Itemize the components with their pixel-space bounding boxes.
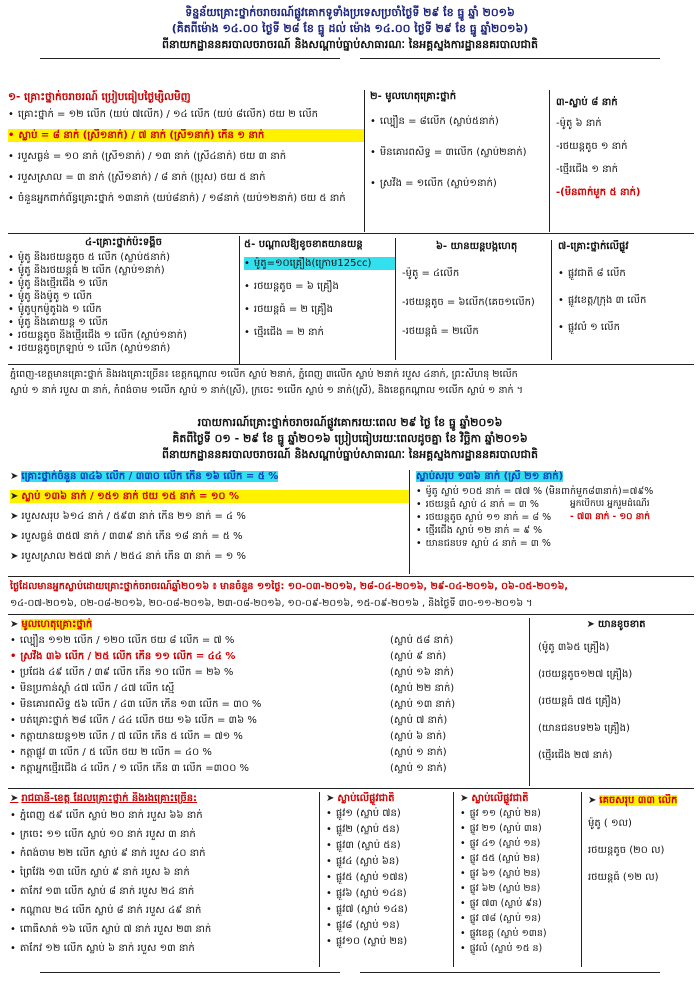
monthly-causes xyxy=(10,618,530,786)
list-item: (រថយន្តធំ ៧៥ គ្រឿង) xyxy=(538,696,622,707)
section-title: ៤-គ្រោះថ្នាក់ប៉ះទង្គិច xyxy=(85,237,162,248)
cause-row: • មិនប្រកាន់ស្តាំ ៤៧ លើក / ៤៧ លើក ស្មើ xyxy=(10,682,390,695)
list-item: -ថ្មើរជើង ១ នាក់ xyxy=(556,164,618,175)
list-item: • ផ្លូវ៣ (ស្លាប់ ៥ន) xyxy=(326,839,453,852)
list-item: • ម៉ូតូ ស្លាប់ ១០៥ នាក់ = ៧៧ % (មិនពាក់មួក៨៣នាក់)=៧៩% xyxy=(416,485,696,498)
list-item: • រថយន្តតូច = ៦ គ្រឿង xyxy=(244,280,395,293)
list-item: • ម៉ូតូ និងថ្មើរជើង ១ លើក xyxy=(8,277,239,290)
list-item: • ម៉ូតូ=១០គ្រឿង(ក្រោម125cc) xyxy=(244,257,395,270)
list-item: • រថយន្តធំ ស្លាប់ ៤ នាក់ = ៣ % xyxy=(416,498,566,511)
cause-row: • កត្តាយានយន្ត១២ លើក / ៧ លើក កើន ៥ លើក = ៧១ % xyxy=(10,730,390,743)
list-item: • ផ្លូវ៤ (ស្លាប់ ៦ន) xyxy=(326,855,453,868)
list-item: • ផ្លូវ៧ (ស្លាប់ ១៤ន) xyxy=(326,903,453,916)
section-vehicle-damage xyxy=(244,238,396,360)
cause-deaths: (ស្លាប់ ២២ នាក់) xyxy=(390,683,455,694)
monthly-deaths: ➤ ស្លាប់ ១៣៦ នាក់ / ១៥១ នាក់ ថយ ១៥ នាក់ = ១០ % xyxy=(10,490,409,503)
list-item: • ផ្លូវ៦ (ស្លាប់ ១៤ន) xyxy=(326,887,453,900)
list-item: រថយន្តធំ (១២ ល) xyxy=(588,872,659,883)
list-item: • ផ្លូវ ១១ (ស្លាប់ ២ន) xyxy=(460,807,581,820)
monthly-report-title: របាយការណ៍គ្រោះថ្នាក់ចរាចរណ៍ផ្លូវគោករយៈពេល ២៩ ថ្ងៃ ខែ ធ្នូ ឆ្នាំ២០១៦ xyxy=(197,416,503,429)
cause-row: • មិនគោរពសិទ្ធ ៥៦ លើក / ៤៣ លើក កើន ១៣ លើក = ៣០ % xyxy=(10,698,390,711)
list-item: • ភ្នំពេញ ៥៩ លើក ស្លាប់ ២០ នាក់ របួស ៦៦ នាក់ xyxy=(10,809,319,822)
list-item: ម៉ូតូ ( ១ល) xyxy=(588,818,632,829)
list-item: • ស្រវឹង = ១លើក (ស្លាប់១នាក់) xyxy=(370,177,549,190)
cause-deaths: (ស្លាប់ ៦ នាក់) xyxy=(390,731,447,742)
list-item: • ផ្លូវ២ (ស្លាប់ ៥ន) xyxy=(326,823,453,836)
cause-deaths: (ស្លាប់ ៩ នាក់) xyxy=(390,651,447,662)
section-title: ស្លាប់សរុប ១៣៦ នាក់ (ស្រី ២១ នាក់) xyxy=(416,471,564,482)
section-title: ៣-ស្លាប់ ៨ នាក់ xyxy=(556,97,618,108)
list-item: • ផ្លូវលំ (ស្លាប់ ១៥ ន) xyxy=(460,942,581,955)
list-item: • រថយន្តតូច ស្លាប់ ១១ នាក់ = ៨ % xyxy=(416,511,566,524)
list-item: (ម៉ូតូ ៣៦៥ គ្រឿង) xyxy=(538,642,610,653)
list-item: • ផ្លូវខេត្ត/ក្រុង ៣ លើក xyxy=(558,294,694,307)
list-item: • យានជនបទ ស្លាប់ ៤ នាក់ = ៣ % xyxy=(416,537,566,550)
list-item: • ម៉ូតូ និងម៉ូតូ ១ លើក xyxy=(8,290,239,303)
list-item: (យានជនបទ២៦ គ្រឿង) xyxy=(538,723,630,734)
list-item: • របួសធ្ងន់ = ១០ នាក់ (ស្រី១នាក់) / ១៣ នាក់ (ស្រី៤នាក់) ថយ ៣ នាក់ xyxy=(8,150,364,163)
list-item: • ផ្លូវ ៧៨ (ស្លាប់ ១ន) xyxy=(460,912,581,925)
section-title: គេចសរុប ៣៣ លើក xyxy=(599,795,678,806)
list-item: • ផ្លូវ១០ (ស្លាប់ ២ន) xyxy=(326,935,453,948)
list-item: • រថយន្តតូចក្រឡាប់ ១ លើក (ស្លាប់១នាក់) xyxy=(8,342,239,355)
cause-row: • ស្រវឹង ៣៦ លើក / ២៥ លើក កើន ១១ លើក = ៤៤ % xyxy=(10,650,390,663)
section-title: ២- មូលហេតុគ្រោះថ្នាក់ xyxy=(370,91,457,102)
divider xyxy=(8,364,694,365)
list-item: -រថយន្តធំ = ២លើក xyxy=(402,326,479,337)
death-days-line2: ១៤-០៧-២០១៦, ០២-០៨-២០១៦, ២០-០៨-២០១៦, ២៣-០៨-២០១៦, ១០-០៩-២០១៦, ១៥-០៩-២០១៦ , និងថ្ងៃទី ៣០-១១-២០១៦ ។ xyxy=(10,598,533,609)
cause-deaths: (ស្លាប់ ១៣ នាក់) xyxy=(390,699,456,710)
vehicles-damaged xyxy=(538,618,694,786)
escape-total xyxy=(588,794,694,964)
provinces-note-line2: ស្លាប់ ១ នាក់ របួស ៣ នាក់, កំពង់ចាម ១លើក ស្លាប់ ១ នាក់(ស្រី), ក្រចេះ ១លើក ស្លាប់ ១ នាក់(ស្រី), និងខេត្តកណ្តាល ១លើក ស្លាប់ ១ នាក់ ។ xyxy=(10,385,523,396)
list-item: -ម៉ូតូ = ៤លើក xyxy=(402,268,460,279)
report-title: ទិន្នន័យគ្រោះថ្នាក់ចរាចរណ៍ផ្លូវគោកទូទាំងប្រទេសប្រចាំថ្ងៃទី ២៩ ខែ ធ្នូ ឆ្នាំ ២០១៦ xyxy=(185,6,515,19)
list-item: -រថយន្តតូច ១ នាក់ xyxy=(556,141,628,152)
section-title: ➤ ស្លាប់លើផ្លូវជាតិ xyxy=(460,792,581,805)
section-road-types xyxy=(558,240,694,360)
cause-deaths: (ស្លាប់ ៧ នាក់) xyxy=(390,715,448,726)
section-title: មូលហេតុគ្រោះថ្នាក់ xyxy=(21,619,93,630)
divider xyxy=(360,58,660,59)
list-item: • ផ្លូវ ៦១ (ស្លាប់ ២ន) xyxy=(460,867,581,880)
cause-deaths: (ស្លាប់ ៥៨ នាក់) xyxy=(390,635,454,646)
cause-row: • ប្រជែង ៤៩ លើក / ៣៩ លើក កើន ១០ លើក = ២៦ % xyxy=(10,666,390,679)
cause-deaths: (ស្លាប់ ១ នាក់) xyxy=(390,763,447,774)
list-item: • ម៉ូតូ និងរថយន្តធំ ២ លើក (ស្លាប់១នាក់) xyxy=(8,264,239,277)
list-item: • ផ្លូវជាតិ ៨ លើក xyxy=(558,267,694,280)
divider xyxy=(8,614,694,615)
list-item: • ចំនួនអ្នកពាក់ព័ន្ធគ្រោះថ្នាក់ ១៣នាក់ (យប់៨នាក់) / ១៨នាក់ (យប់១២នាក់) ថយ ៥ នាក់ xyxy=(8,192,364,205)
list-item: • កំពង់ចាម ២២ លើក ស្លាប់ ៩ នាក់ របួស ៤០ នាក់ xyxy=(10,847,319,860)
provinces-list xyxy=(10,792,320,967)
divider xyxy=(8,233,694,234)
section-compare-yesterday xyxy=(8,90,365,232)
death-days-line1: ថ្ងៃដែលមានអ្នកស្លាប់ដោយគ្រោះថ្នាក់ចរាចរណ៍ឆ្នាំ២០១៦ ៖ មានចំនួន ១១ថ្ងៃ: ១០-០៣-២០១៦, ២៨-០៤-២០១៦, ២៩-០៤-២០១៦, ០៦-០៥-២០១៦, xyxy=(10,581,569,592)
list-item: • របួសស្រាល = ៣ នាក់ (ស្រី១នាក់) / ៨ នាក់ (ប្រុស) ថយ ៥ នាក់ xyxy=(8,171,364,184)
list-item: • ម៉ូតូបុកម៉ូតូឯង ១ លើក xyxy=(8,303,239,316)
divider xyxy=(40,58,340,59)
cause-deaths: (ស្លាប់ ១ នាក់) xyxy=(390,747,447,758)
list-item: (រថយន្តតូច១២៧ គ្រឿង) xyxy=(538,669,633,680)
monthly-report-subtitle: គិតពីថ្ងៃទី ០១ - ២៩ ខែ ធ្នូ ឆ្នាំ២០១៦ ប្រៀបធៀបរយៈពេលដូចគ្នា ខែ វិច្ឆិកា ឆ្នាំ២០១៦ xyxy=(172,432,528,445)
section-title: ៧-គ្រោះថ្នាក់លើផ្លូវ xyxy=(558,241,629,252)
section-causes-daily xyxy=(370,90,550,232)
monthly-deaths-breakdown xyxy=(416,470,696,574)
report-source: ពីនាយកដ្ឋាននគរបាលចរាចរណ៍ និងសណ្តាប់ធ្នាប់សាធារណៈ នៃអគ្គស្នងការដ្ឋាននគរបាលជាតិ xyxy=(162,38,538,51)
monthly-injured-total: ➤ របួសសរុប ៦១៤ នាក់ / ៥៩៣ នាក់ កើន ២១ នាក់ = ៤ % xyxy=(10,510,409,523)
cause-row: • កត្តាផ្លូវ ៣ លើក / ៥ លើក ថយ ២ លើក = ៤០ % xyxy=(10,746,390,759)
driver-passenger-label: អ្នកបើកបរ អ្នករួមដំណើរ xyxy=(570,499,650,509)
national-roads-deaths-1 xyxy=(326,792,454,967)
list-item: • ផ្លូវ៨ (ស្លាប់ ១ន) xyxy=(326,919,453,932)
monthly-injured-serious: ➤ របួសធ្ងន់ ៣៥៧ នាក់ / ៣៣៩ នាក់ កើន ១៨ នាក់ = ៥ % xyxy=(10,530,409,543)
list-item: • ផ្លូវខេត្ត (ស្លាប់ ១៣ន) xyxy=(460,927,581,940)
cause-row: • កត្តាអ្នកថ្មើរជើង ៤ លើក / ១ លើក កើន ៣ លើក =៣០០ % xyxy=(10,762,390,775)
list-item: • រថយន្តធំ = ២ គ្រឿង xyxy=(244,303,395,316)
list-item: • ថ្មើរជើង = ២ នាក់ xyxy=(244,326,395,339)
list-item: • ផ្លូវ ៧៣ (ស្លាប់ ៩ន) xyxy=(460,897,581,910)
list-item: • ព្រៃវែង ១៣ លើក ស្លាប់ ៩ នាក់ របួស ៦ នាក់ xyxy=(10,866,319,879)
list-item: • គ្រោះថ្នាក់ = ១២ លើក (យប់ ៧លើក) / ១៤ លើក (យប់ ៨លើក) ថយ ២ លើក xyxy=(8,108,364,121)
section-title: ➤ យានខូចខាត xyxy=(538,618,694,631)
list-item: • តាកែវ ១៣ លើក ស្លាប់ ៨ នាក់ របួស ២៤ នាក់ xyxy=(10,885,319,898)
driver-passenger-values: - ៧៣ នាក់ - ១០ នាក់ xyxy=(570,512,650,522)
national-roads-deaths-2 xyxy=(460,792,582,967)
list-item: -(មិនពាក់មួក ៥ នាក់) xyxy=(556,187,641,198)
list-item: • ផ្លូវលំ ១ លើក xyxy=(558,321,694,334)
monthly-injured-light: ➤ របួសស្រាល ២៥៧ នាក់ / ២៥៤ នាក់ កើន ៣ នាក់ = ១ % xyxy=(10,550,409,563)
list-item: -រថយន្តតូច = ៦លើក(គេច១លើក) xyxy=(402,297,535,308)
section-deaths-daily xyxy=(556,96,694,230)
list-item: • ក្រចេះ ១១ លើក ស្លាប់ ១០ នាក់ របួស ៣ នាក់ xyxy=(10,828,319,841)
section-title: ➤ រាជធានី-ខេត្ត ដែលគ្រោះថ្នាក់ និងរងគ្រោះច្រើន: xyxy=(10,792,319,805)
section-title: ៥- បណ្តាលឱ្យខូចខាតយានយន្ត xyxy=(244,239,363,250)
list-item: • ពោធិ៍សាត់ ១៦ លើក ស្លាប់ ៧ នាក់ របួស ២៣ នាក់ xyxy=(10,923,319,936)
list-item: • ផ្លូវ ៦២ (ស្លាប់ ២ន) xyxy=(460,882,581,895)
cause-row: • បត់គ្រោះថ្នាក់ ២៨ លើក / ៤៤ លើក ថយ ១៦ លើក = ៣៦ % xyxy=(10,714,390,727)
section-collisions xyxy=(8,236,240,364)
report-subtitle: (គិតពីម៉ោង ១៤.០០ ថ្ងៃទី ២៨ ខែ ធ្នូ ដល់ ម៉ោង ១៤.០០ ថ្ងៃទី ២៩ ខែ ធ្នូ ឆ្នាំ២០១៦) xyxy=(171,22,529,35)
list-item: • ថ្មើរជើង ស្លាប់ ១២ នាក់ = ៩ % xyxy=(416,524,566,537)
divider xyxy=(8,788,694,789)
divider xyxy=(40,972,340,973)
section-title: ១- គ្រោះថ្នាក់ចរាចរណ៍ ប្រៀបធៀបថ្ងៃម្សិលមិញ xyxy=(8,91,191,103)
section-causing-vehicles xyxy=(402,240,552,360)
list-item: • ម៉ូតូ និងគោយន្ត ១ លើក xyxy=(8,316,239,329)
cause-row: • ល្បឿន ១១២ លើក / ១២០ លើក ថយ ៨ លើក = ៧ % xyxy=(10,634,390,647)
divider xyxy=(8,576,694,577)
divider xyxy=(360,972,660,973)
list-item: • ល្បឿន = ៨លើក (ស្លាប់៥នាក់) xyxy=(370,115,549,128)
list-item: • ស្លាប់ = ៨ នាក់ (ស្រី១នាក់) / ៧ នាក់ (ស្រី១នាក់) កើន ១ នាក់ xyxy=(8,129,364,142)
list-item: • ផ្លូវ ៤១ (ស្លាប់ ១ន) xyxy=(460,837,581,850)
list-item: • មិនគោរពសិទ្ធ = ៣លើក (ស្លាប់២នាក់) xyxy=(370,146,549,159)
cause-deaths: (ស្លាប់ ១៦ នាក់) xyxy=(390,667,454,678)
monthly-accidents: គ្រោះថ្នាក់ចំនួន ៣៤៦ លើក / ៣៣០ លើក កើន ១៦ លើក = ៥ % xyxy=(21,471,279,482)
list-item: • ផ្លូវ ២១ (ស្លាប់ ៣ន) xyxy=(460,822,581,835)
list-item: រថយន្តតូច (២០ ល) xyxy=(588,845,665,856)
list-item: • រថយន្តតូច និងថ្មើរជើង ១ លើក (ស្លាប់១នាក់) xyxy=(8,329,239,342)
provinces-note-line1: ភ្នំពេញ-ខេត្តមានគ្រោះថ្នាក់ និងរងគ្រោះច្រើន៖ ខេត្តកណ្តាល ១លើក ស្លាប់ ២នាក់, ភ្នំពេញ ៣លើក ស្លាប់ ២នាក់ របួស ៤នាក់, ព្រះសីហនុ ២លើក xyxy=(10,369,518,380)
list-item: (ថ្មើរជើង ២៧ នាក់) xyxy=(538,750,613,761)
list-item: • ផ្លូវ១ (ស្លាប់ ៧ន) xyxy=(326,807,453,820)
list-item: • តាកែវ ១២ លើក ស្លាប់ ៦ នាក់ របួស ១៣ នាក់ xyxy=(10,942,319,955)
section-title: ➤ ស្លាប់លើផ្លូវជាតិ xyxy=(326,792,453,805)
list-item: • កណ្តាល ២៤ លើក ស្លាប់ ៨ នាក់ របួស ៤៩ នាក់ xyxy=(10,904,319,917)
monthly-report-source: ពីនាយកដ្ឋាននគរបាលចរាចរណ៍ និងសណ្តាប់ធ្នាប់សាធារណៈ នៃអគ្គស្នងការដ្ឋាននគរបាលជាតិ xyxy=(162,448,538,461)
list-item: -ម៉ូតូ ៦ នាក់ xyxy=(556,118,602,129)
list-item: • ម៉ូតូ និងរថយន្តតូច ៥ លើក (ស្លាប់៥នាក់) xyxy=(8,251,239,264)
list-item: • ផ្លូវ ៥៥ (ស្លាប់ ២ន) xyxy=(460,852,581,865)
section-title: ៦- យានយន្តបង្កហេតុ xyxy=(435,241,518,252)
list-item: • ផ្លូវ៥ (ស្លាប់ ១៧ន) xyxy=(326,871,453,884)
monthly-summary xyxy=(10,470,410,574)
